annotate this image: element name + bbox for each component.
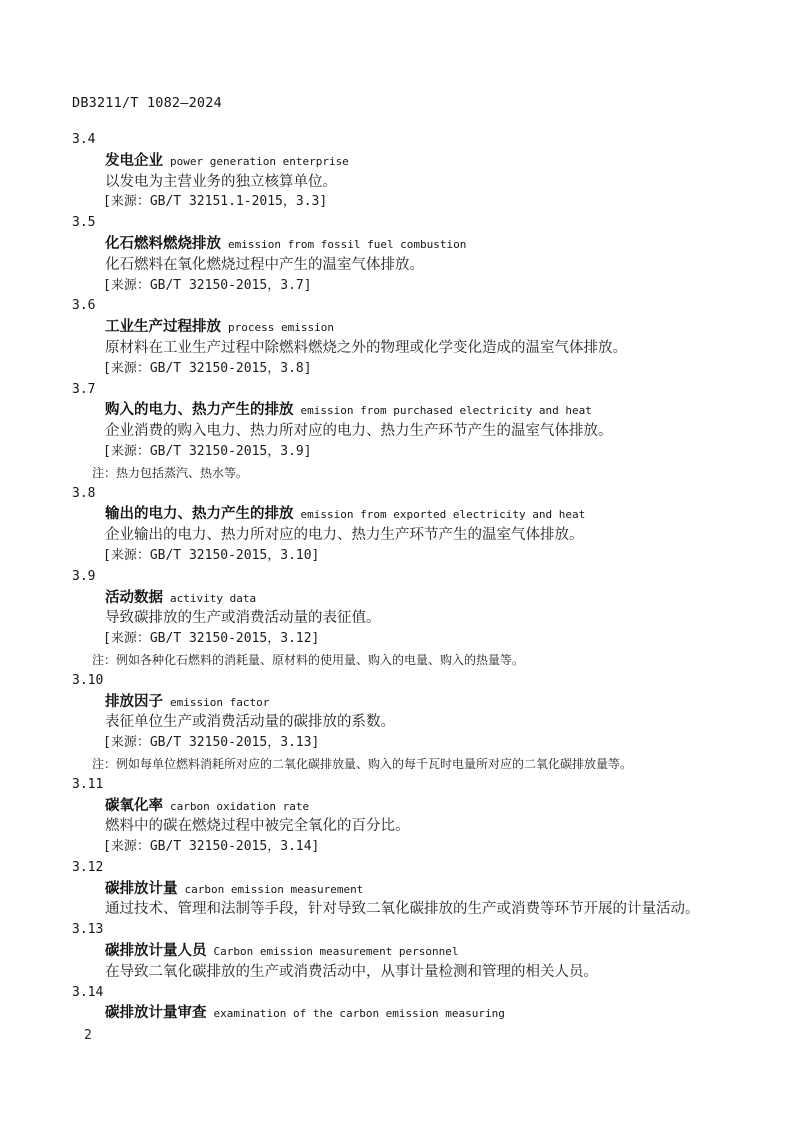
definition-text: 原材料在工业生产过程中除燃料燃烧之外的物理或化学变化造成的温室气体排放。 <box>105 339 627 356</box>
term-section-3-12 <box>72 858 754 920</box>
definition-text: 企业输出的电力、热力所对应的电力、热力生产环节产生的温室气体排放。 <box>105 527 584 544</box>
term-section-3-4 <box>72 130 754 213</box>
source-reference: [来源：GB/T 32150-2015，3.13] <box>103 735 320 751</box>
clause-number: 3.5 <box>72 215 96 231</box>
clause-number: 3.9 <box>72 568 96 584</box>
term-line <box>72 317 754 338</box>
source-reference: [来源：GB/T 32150-2015，3.7] <box>103 277 312 293</box>
clause-number: 3.7 <box>72 381 96 397</box>
term-en: power generation enterprise <box>170 154 349 168</box>
term-zh: 活动数据 <box>105 589 163 606</box>
term-zh: 购入的电力、热力产生的排放 <box>105 402 294 419</box>
term-line <box>72 400 754 421</box>
clause-number: 3.10 <box>72 672 104 688</box>
document-header: DB3211/T 1082—2024 <box>72 95 222 111</box>
source-reference: [来源：GB/T 32151.1-2015，3.3] <box>103 194 328 210</box>
term-section-3-6 <box>72 296 754 379</box>
term-section-3-7 <box>72 380 754 484</box>
term-zh: 工业生产过程排放 <box>105 319 221 336</box>
term-line <box>72 588 754 609</box>
source-reference: [来源：GB/T 32150-2015，3.14] <box>103 839 320 855</box>
clause-number: 3.11 <box>72 776 104 792</box>
definition-text: 通过技术、管理和法制等手段，针对导致二氧化碳排放的生产或消费等环节开展的计量活动。 <box>105 901 700 918</box>
term-en: emission factor <box>170 695 270 709</box>
term-zh: 化石燃料燃烧排放 <box>105 235 221 252</box>
clause-number: 3.8 <box>72 485 96 501</box>
definition-text: 燃料中的碳在燃烧过程中被完全氧化的百分比。 <box>105 818 410 835</box>
term-zh: 发电企业 <box>105 152 163 169</box>
term-section-3-11 <box>72 775 754 858</box>
term-zh: 碳氧化率 <box>105 797 163 814</box>
term-en: Carbon emission measurement personnel <box>213 945 459 959</box>
terms-content <box>72 130 754 1024</box>
term-section-3-10 <box>72 671 754 775</box>
source-reference: [来源：GB/T 32150-2015，3.9] <box>103 443 312 459</box>
clause-number: 3.13 <box>72 922 104 938</box>
note-text: 注：例如各种化石燃料的消耗量、原材料的使用量、购入的电量、购入的热量等。 <box>92 652 525 667</box>
term-line <box>72 504 754 525</box>
term-zh: 碳排放计量人员 <box>105 943 207 960</box>
term-section-3-13 <box>72 920 754 982</box>
term-line <box>72 234 754 255</box>
page-number: 2 <box>84 1028 92 1043</box>
definition-text: 导致碳排放的生产或消费活动量的表征值。 <box>105 610 381 627</box>
term-section-3-8 <box>72 484 754 567</box>
term-line <box>72 692 754 713</box>
definition-text: 表征单位生产或消费活动量的碳排放的系数。 <box>105 714 395 731</box>
term-line <box>72 879 754 900</box>
term-en: emission from fossil fuel combustion <box>228 237 467 251</box>
term-en: emission from exported electricity and heat <box>300 508 586 522</box>
term-section-3-9 <box>72 567 754 671</box>
definition-text: 在导致二氧化碳排放的生产或消费活动中，从事计量检测和管理的相关人员。 <box>105 963 598 980</box>
note-text: 注：例如每单位燃料消耗所对应的二氧化碳排放量、购入的每千瓦时电量所对应的二氧化碳排放量等。 <box>92 756 633 771</box>
term-en: carbon oxidation rate <box>170 799 310 813</box>
term-section-3-14 <box>72 983 754 1025</box>
term-line <box>72 796 754 817</box>
term-en: emission from purchased electricity and heat <box>300 404 592 418</box>
term-line <box>72 1003 754 1024</box>
term-en: activity data <box>170 591 257 605</box>
source-reference: [来源：GB/T 32150-2015，3.12] <box>103 631 320 647</box>
clause-number: 3.4 <box>72 132 96 147</box>
source-reference: [来源：GB/T 32150-2015，3.8] <box>103 360 312 376</box>
term-en: carbon emission measurement <box>184 882 364 896</box>
definition-text: 企业消费的购入电力、热力所对应的电力、热力生产环节产生的温室气体排放。 <box>105 423 613 440</box>
term-section-3-5 <box>72 213 754 296</box>
term-zh: 碳排放计量 <box>105 880 178 897</box>
clause-number: 3.12 <box>72 859 104 875</box>
term-en: process emission <box>228 321 334 335</box>
definition-text: 化石燃料在氧化燃烧过程中产生的温室气体排放。 <box>105 256 424 273</box>
clause-number: 3.14 <box>72 984 104 1000</box>
term-en: examination of the carbon emission measuring <box>213 1007 505 1021</box>
source-reference: [来源：GB/T 32150-2015，3.10] <box>103 547 320 563</box>
term-zh: 输出的电力、热力产生的排放 <box>105 506 294 523</box>
note-text: 注：热力包括蒸汽、热水等。 <box>92 465 249 480</box>
term-zh: 碳排放计量审查 <box>105 1005 207 1022</box>
term-line <box>72 151 754 172</box>
term-zh: 排放因子 <box>105 693 163 710</box>
clause-number: 3.6 <box>72 298 96 314</box>
definition-text: 以发电为主营业务的独立核算单位。 <box>105 173 337 190</box>
term-line <box>72 941 754 962</box>
